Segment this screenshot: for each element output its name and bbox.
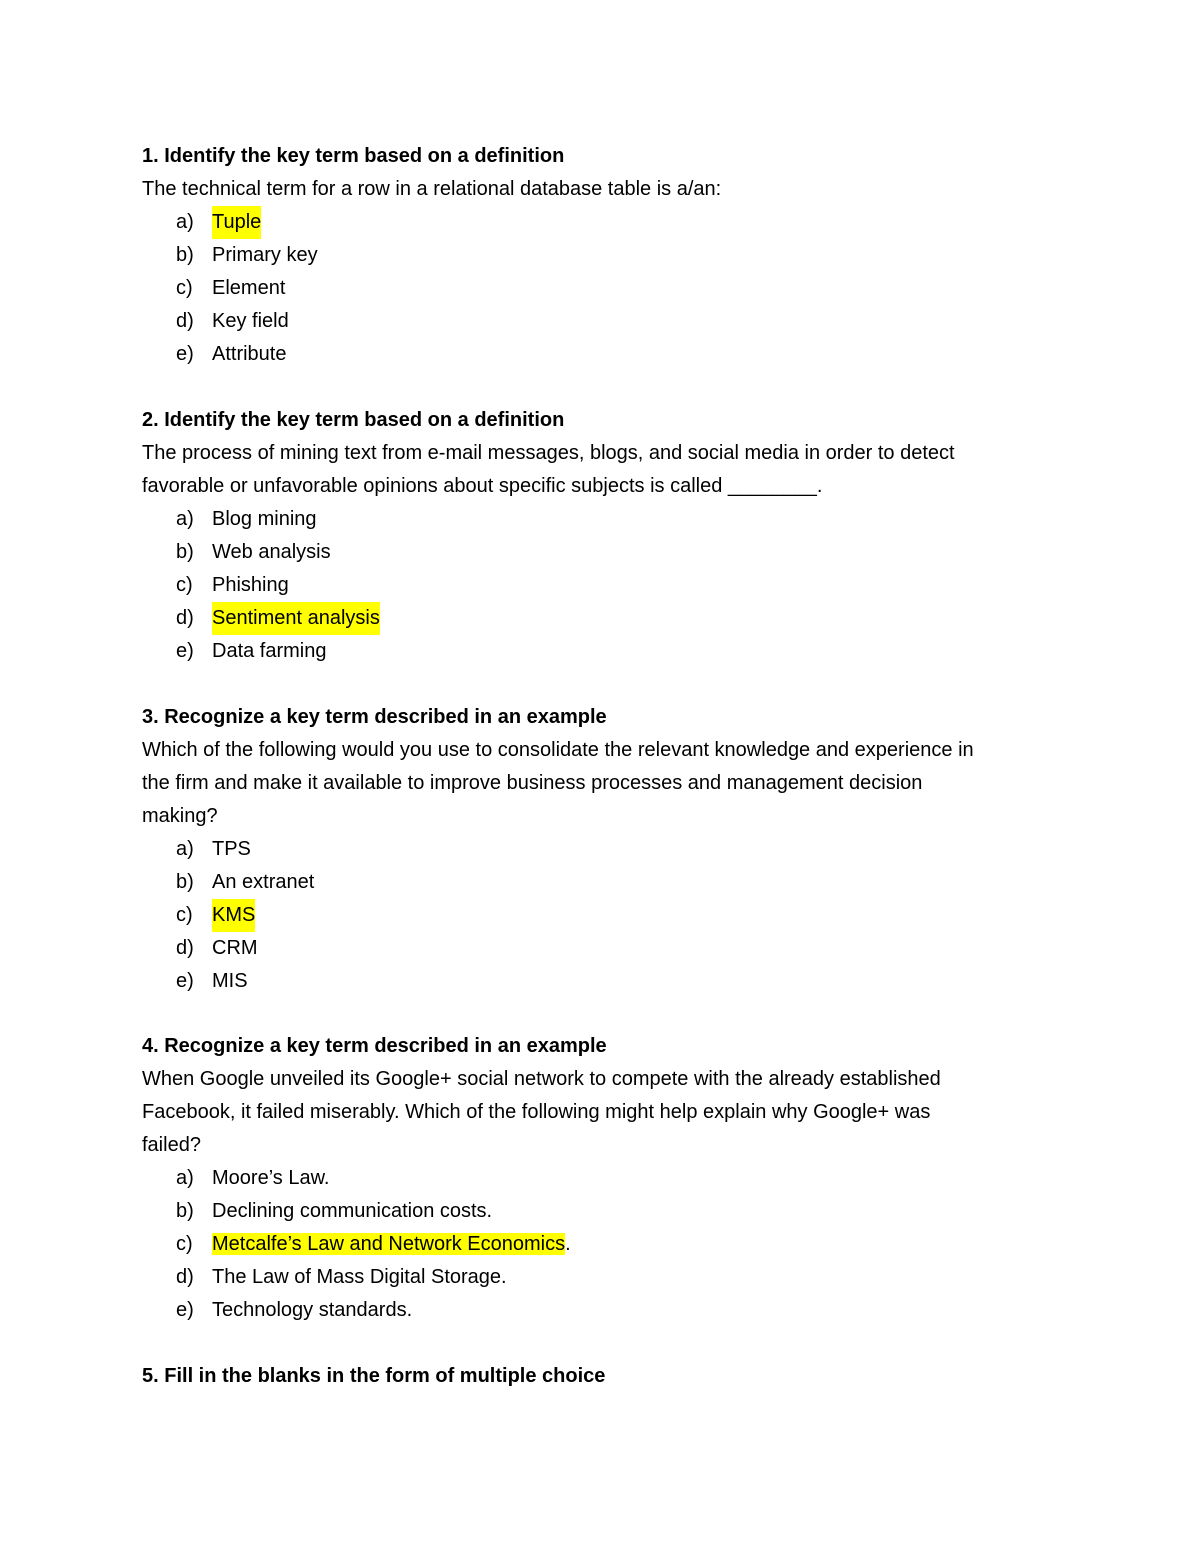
option-text: Moore’s Law. bbox=[212, 1167, 330, 1189]
answer-option-e bbox=[142, 1294, 1072, 1327]
question-text-line: favorable or unfavorable opinions about specific subjects is called ________. bbox=[142, 475, 823, 497]
question-text bbox=[142, 173, 1072, 206]
question-text bbox=[142, 437, 1072, 503]
option-text-highlighted: Metcalfe’s Law and Network Economics bbox=[212, 1233, 566, 1255]
option-letter: a) bbox=[176, 1167, 194, 1189]
question-3 bbox=[142, 701, 1072, 998]
option-text: An extranet bbox=[212, 871, 315, 893]
question-heading: 5. Fill in the blanks in the form of multiple choice bbox=[142, 1365, 606, 1387]
option-letter: a) bbox=[176, 211, 194, 233]
option-text: Attribute bbox=[212, 343, 287, 365]
question-heading: 2. Identify the key term based on a definition bbox=[142, 409, 565, 431]
answer-option-d bbox=[142, 932, 1072, 965]
option-text: Declining communication costs. bbox=[212, 1200, 493, 1222]
answer-options bbox=[142, 833, 1072, 998]
question-text bbox=[142, 1063, 1072, 1162]
option-text: MIS bbox=[212, 970, 248, 992]
option-text: Element bbox=[212, 277, 286, 299]
answer-option-d bbox=[142, 602, 1072, 635]
option-letter: a) bbox=[176, 838, 194, 860]
option-letter: e) bbox=[176, 343, 194, 365]
question-text-line: the firm and make it available to improve business processes and management decision bbox=[142, 772, 923, 794]
option-letter: a) bbox=[176, 508, 194, 530]
option-text: TPS bbox=[212, 838, 251, 860]
question-text-line: The process of mining text from e-mail messages, blogs, and social media in order to detect bbox=[142, 442, 955, 464]
question-text bbox=[142, 734, 1072, 833]
answer-options bbox=[142, 206, 1072, 371]
answer-options bbox=[142, 1162, 1072, 1327]
option-letter: e) bbox=[176, 970, 194, 992]
option-letter: c) bbox=[176, 574, 193, 596]
option-text: CRM bbox=[212, 937, 258, 959]
question-text-line: When Google unveiled its Google+ social network to compete with the already established bbox=[142, 1068, 941, 1090]
option-letter: d) bbox=[176, 937, 194, 959]
answer-option-d bbox=[142, 305, 1072, 338]
option-letter: c) bbox=[176, 1233, 193, 1255]
option-text: Primary key bbox=[212, 244, 318, 266]
question-4 bbox=[142, 1030, 1072, 1327]
question-text-line: The technical term for a row in a relational database table is a/an: bbox=[142, 178, 722, 200]
option-text: Web analysis bbox=[212, 541, 331, 563]
option-letter: d) bbox=[176, 607, 194, 629]
option-text-wrap bbox=[212, 1228, 571, 1261]
option-text: The Law of Mass Digital Storage. bbox=[212, 1266, 507, 1288]
answer-options bbox=[142, 503, 1072, 668]
question-heading: 4. Recognize a key term described in an example bbox=[142, 1035, 607, 1057]
option-text-highlighted: Tuple bbox=[212, 206, 261, 239]
option-text: Blog mining bbox=[212, 508, 317, 530]
answer-option-c bbox=[142, 569, 1072, 602]
answer-option-a bbox=[142, 503, 1072, 536]
option-letter: b) bbox=[176, 1200, 194, 1222]
option-letter: d) bbox=[176, 1266, 194, 1288]
option-text-trail: . bbox=[565, 1233, 571, 1255]
option-letter: b) bbox=[176, 244, 194, 266]
answer-option-c bbox=[142, 272, 1072, 305]
answer-option-a bbox=[142, 206, 1072, 239]
option-letter: b) bbox=[176, 871, 194, 893]
option-text-highlighted: Sentiment analysis bbox=[212, 602, 380, 635]
answer-option-c bbox=[142, 899, 1072, 932]
option-letter: e) bbox=[176, 1299, 194, 1321]
answer-option-b bbox=[142, 239, 1072, 272]
question-text-line: failed? bbox=[142, 1134, 201, 1156]
answer-option-a bbox=[142, 1162, 1072, 1195]
answer-option-b bbox=[142, 536, 1072, 569]
answer-option-e bbox=[142, 635, 1072, 668]
question-heading: 1. Identify the key term based on a definition bbox=[142, 145, 565, 167]
answer-option-c bbox=[142, 1228, 1072, 1261]
option-letter: e) bbox=[176, 640, 194, 662]
question-text-line: making? bbox=[142, 805, 218, 827]
answer-option-e bbox=[142, 338, 1072, 371]
question-text-line: Which of the following would you use to consolidate the relevant knowledge and experience in bbox=[142, 739, 974, 761]
option-text: Key field bbox=[212, 310, 289, 332]
option-letter: c) bbox=[176, 904, 193, 926]
answer-option-b bbox=[142, 866, 1072, 899]
option-letter: c) bbox=[176, 277, 193, 299]
option-text-highlighted: KMS bbox=[212, 899, 255, 932]
answer-option-b bbox=[142, 1195, 1072, 1228]
option-text: Technology standards. bbox=[212, 1299, 413, 1321]
question-heading: 3. Recognize a key term described in an example bbox=[142, 706, 607, 728]
question-2 bbox=[142, 404, 1072, 668]
option-letter: b) bbox=[176, 541, 194, 563]
question-text-line: Facebook, it failed miserably. Which of the following might help explain why Google+ was bbox=[142, 1101, 931, 1123]
answer-option-e bbox=[142, 965, 1072, 998]
answer-option-a bbox=[142, 833, 1072, 866]
option-letter: d) bbox=[176, 310, 194, 332]
option-text: Data farming bbox=[212, 640, 327, 662]
option-text: Phishing bbox=[212, 574, 289, 596]
answer-option-d bbox=[142, 1261, 1072, 1294]
question-1 bbox=[142, 140, 1072, 371]
question-5 bbox=[142, 1360, 1072, 1393]
